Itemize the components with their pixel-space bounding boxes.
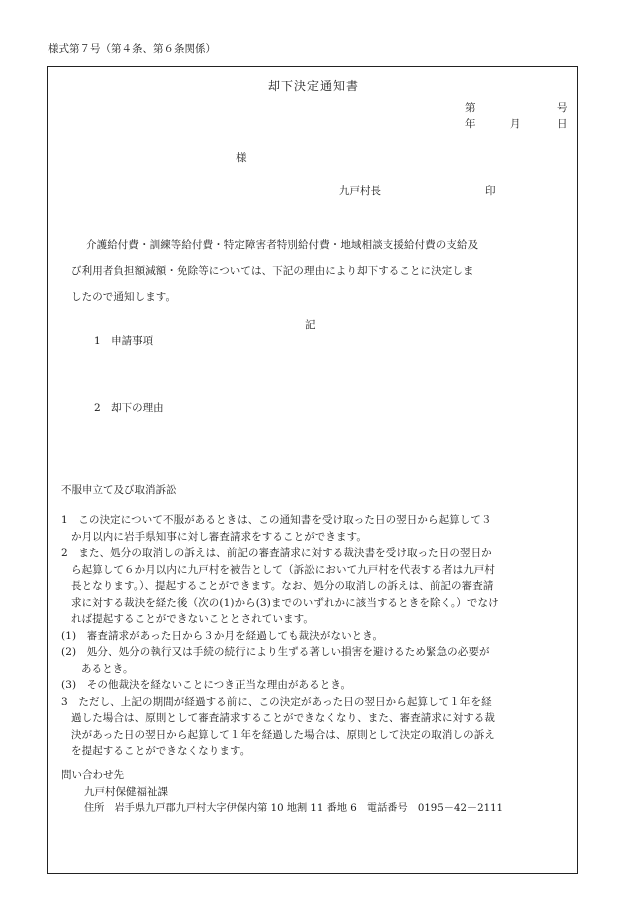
appeal-line: 過した場合は、原則として審査請求することができなくなり、また、審査請求に対する裁 [71, 712, 495, 724]
appeal-line: か月以内に岩手県知事に対し審査請求をすることができます。 [71, 530, 367, 543]
seal-mark: 印 [485, 185, 496, 197]
appeal-line: れば提起することができないこととされています。 [71, 613, 314, 625]
doc-number-go: 号 [557, 102, 568, 114]
contact-heading: 問い合わせ先 [61, 769, 124, 781]
date-month: 月 [510, 118, 521, 130]
appeal-line: 長となります。）、提起することができます。なお、処分の取消しの訴えは、前記の審査請 [71, 580, 494, 592]
contact-dept: 九戸村保健福祉課 [84, 786, 168, 798]
ki-heading: 記 [305, 319, 316, 331]
appeal-line: 2 また、処分の取消しの訴えは、前記の審査請求に対する裁決書を受け取った日の翌日か [61, 547, 492, 559]
body-line: したので通知します。 [71, 291, 177, 303]
document-title: 却下決定通知書 [268, 79, 360, 93]
date-day: 日 [557, 118, 568, 130]
contact-address: 住所 岩手県九戸郡九戸村大字伊保内第 10 地割 11 番地 6 電話番号 0195－42－2111 [84, 803, 504, 814]
appeal-line: を提起することができなくなります。 [71, 745, 251, 757]
body-line: び利用者負担額減額・免除等については、下記の理由により却下することに決定しま [71, 265, 474, 277]
appeal-line: (2) 処分、処分の執行又は手続の続行により生ずる著しい損害を避けるため緊急の必要が [61, 646, 490, 658]
date-year: 年 [465, 118, 476, 130]
appeal-line: 求に対する裁決を経た後（次の(1)から(3)までのいずれかに該当するときを除く。）でなけ [71, 596, 499, 609]
doc-number-dai: 第 [465, 102, 476, 114]
appeal-line: ら起算して６か月以内に九戸村を被告として（訴訟において九戸村を代表する者は九戸村 [71, 563, 495, 576]
body-line: 介護給付費・訓練等給付費・特定障害者特別給付費・地域相談支援給付費の支給及 [86, 239, 479, 251]
addressee-suffix: 様 [236, 152, 247, 164]
appeal-line: 決があった日の翌日から起算して１年を経過した場合は、原則として決定の取消しの訴え [71, 728, 495, 741]
appeal-line: (1) 審査請求があった日から３か月を経過しても裁決がないとき。 [61, 629, 384, 642]
item-rejection-reason: 2 却下の理由 [94, 402, 164, 414]
appeal-heading: 不服申立て及び取消訴訟 [61, 484, 177, 496]
appeal-section [61, 512, 571, 760]
appeal-line: 1 この決定について不服があるときは、この通知書を受け取った日の翌日から起算して３ [61, 514, 492, 526]
item-application-matter: 1 申請事項 [94, 335, 154, 347]
appeal-line: あるとき。 [81, 662, 134, 675]
notice-body [61, 232, 571, 310]
issuer: 九戸村長 [339, 185, 381, 197]
form-number: 様式第７号（第４条、第６条関係） [48, 43, 216, 55]
appeal-line: 3 ただし、上記の期間が経過する前に、この決定があった日の翌日から起算して１年を経 [61, 695, 492, 708]
appeal-line: (3) その他裁決を経ないことにつき正当な理由があるとき。 [61, 679, 352, 691]
